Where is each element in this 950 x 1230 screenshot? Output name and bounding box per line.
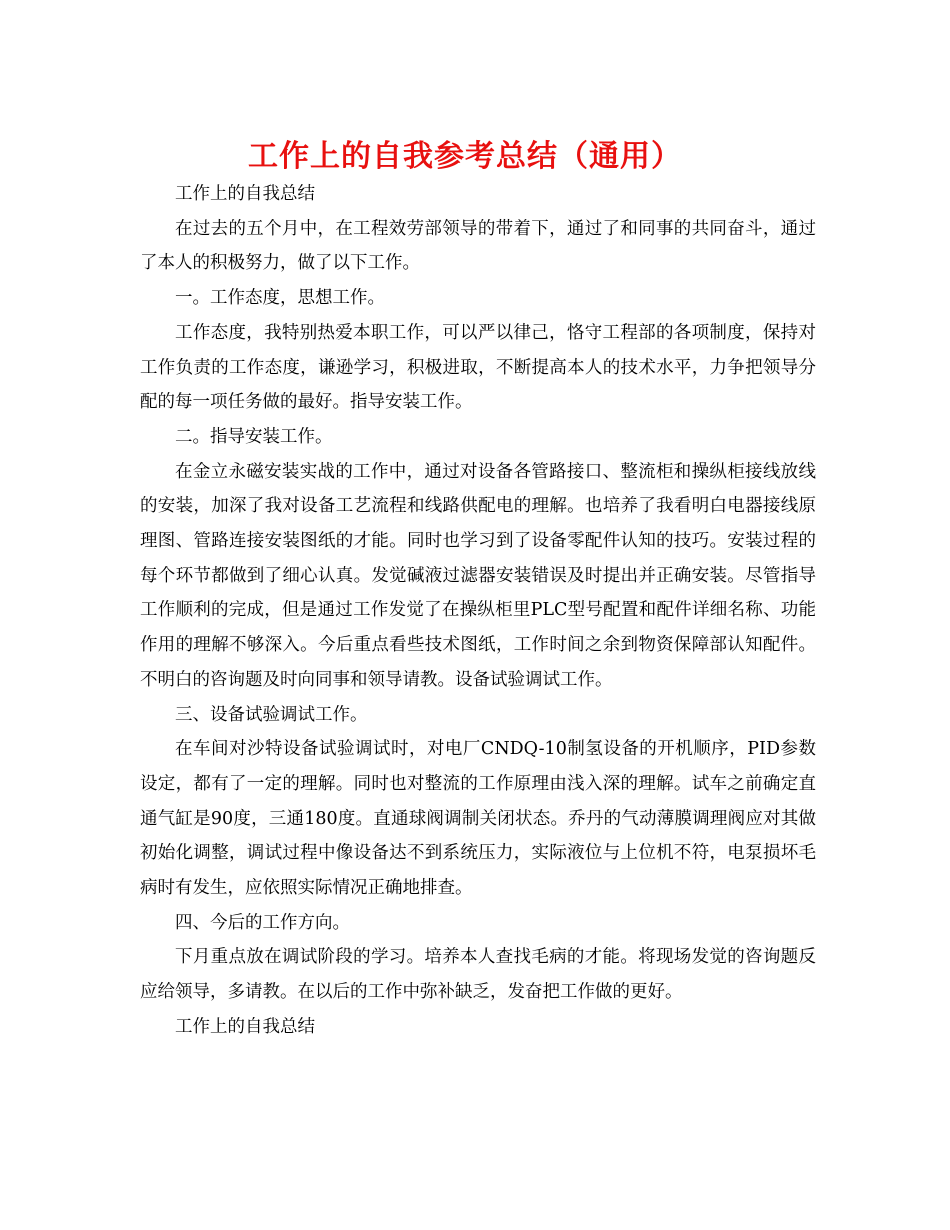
paragraph-intro: 在过去的五个月中，在工程效劳部领导的带着下，通过了和同事的共同奋斗，通过了本人的积极努力，做了以下工作。 xyxy=(140,218,816,274)
section-heading-4: 四、今后的工作方向。 xyxy=(175,912,350,933)
document-body xyxy=(140,177,816,1045)
paragraph-heading: 工作上的自我总结 xyxy=(175,184,315,204)
paragraph-testing: 在车间对沙特设备试验调试时，对电厂CNDQ-10制氢设备的开机顺序，PID参数设定，都有了一定的理解。同时也对整流的工作原理由浅入深的理解。试车之前确定直通气缸是90度，三通180度。直通球阀调制关闭状态。乔丹的气动薄膜调理阀应对其做初始化调整，调试过程中像设备达不到系统压力，实际液位与上位机不符，电泵损坏毛病时有发生，应依照实际情况正确地排查。 xyxy=(140,739,816,899)
section-heading-1: 一。工作态度，思想工作。 xyxy=(175,288,385,309)
document-title: 工作上的自我参考总结（通用） xyxy=(248,139,682,174)
paragraph-attitude: 工作态度，我特别热爱本职工作，可以严以律己，恪守工程部的各项制度，保持对工作负责的工作态度，谦逊学习，积极进取，不断提高本人的技术水平，力争把领导分配的每一项任务做的最好。指导安装工作。 xyxy=(140,322,816,413)
paragraph-installation: 在金立永磁安装实战的工作中，通过对设备各管路接口、整流柜和操纵柜接线放线的安装，加深了我对设备工艺流程和线路供配电的理解。也培养了我看明白电器接线原理图、管路连接安装图纸的才能。同时也学习到了设备零配件认知的技巧。安装过程的每个环节都做到了细心认真。发觉碱液过滤器安装错误及时提出并正确安装。尽管指导工作顺利的完成，但是通过工作发觉了在操纵柜里PLC型号配置和配件详细名称、功能作用的理解不够深入。今后重点看些技术图纸，工作时间之余到物资保障部认知配件。不明白的咨询题及时向同事和领导请教。设备试验调试工作。 xyxy=(140,461,816,690)
paragraph-direction: 下月重点放在调试阶段的学习。培养本人查找毛病的才能。将现场发觉的咨询题反应给领导，多请教。在以后的工作中弥补缺乏，发奋把工作做的更好。 xyxy=(140,947,816,1003)
section-heading-3: 三、设备试验调试工作。 xyxy=(175,704,368,725)
section-heading-2: 二。指导安装工作。 xyxy=(175,426,333,447)
paragraph-closing-heading: 工作上的自我总结 xyxy=(175,1016,315,1037)
